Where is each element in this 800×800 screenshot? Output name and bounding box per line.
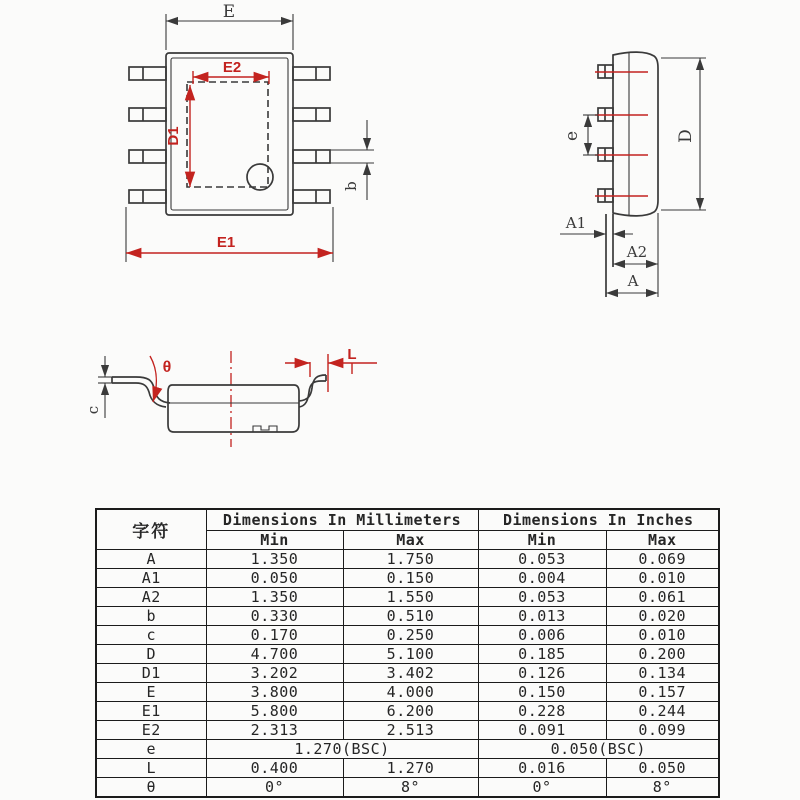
value-cell: 6.200: [343, 702, 478, 721]
value-cell: 0.170: [206, 626, 343, 645]
dim-label-D: D: [676, 129, 696, 143]
table-row: [96, 759, 719, 778]
inch-group-header: Dimensions In Inches: [478, 509, 719, 531]
table-row: [96, 664, 719, 683]
package-top-view-drawing: [90, 0, 400, 315]
symbol-cell: A2: [96, 588, 206, 607]
symbol-cell: E: [96, 683, 206, 702]
table-body: [96, 550, 719, 798]
mm-group-header: Dimensions In Millimeters: [206, 509, 478, 531]
value-cell: 0.061: [606, 588, 719, 607]
mm-max-header: Max: [343, 531, 478, 550]
dim-E2: [193, 59, 269, 84]
value-cell: 0.020: [606, 607, 719, 626]
value-cell: 4.700: [206, 645, 343, 664]
dim-label-E2: E2: [222, 59, 242, 76]
pin-centerlines: [595, 72, 648, 196]
table-row: [96, 702, 719, 721]
symbol-cell: b: [96, 607, 206, 626]
dimensions-table: [95, 508, 720, 798]
value-cell: 0.244: [606, 702, 719, 721]
value-cell: 0.134: [606, 664, 719, 683]
symbol-cell: E1: [96, 702, 206, 721]
dim-label-c: c: [84, 405, 102, 415]
symbol-column-header: 字符: [96, 509, 206, 550]
dim-label-b: b: [342, 181, 360, 191]
mm-min-header: Min: [206, 531, 343, 550]
die-pad-outline: [187, 82, 273, 190]
value-cell: 0.126: [478, 664, 606, 683]
value-cell: 0.228: [478, 702, 606, 721]
dim-label-D1: D1: [165, 126, 182, 146]
pin1-marker-circle: [247, 164, 273, 190]
value-cell: 0.099: [606, 721, 719, 740]
dim-b: [330, 120, 374, 200]
symbol-cell: E2: [96, 721, 206, 740]
table-row: [96, 550, 719, 569]
value-cell: 1.350: [206, 588, 343, 607]
dim-label-L: L: [347, 346, 357, 363]
value-cell: 8°: [343, 778, 478, 798]
value-cell: 0.250: [343, 626, 478, 645]
value-cell: 0.016: [478, 759, 606, 778]
value-cell: 5.800: [206, 702, 343, 721]
dim-L: [285, 346, 377, 392]
package-side-view-drawing: [540, 20, 725, 310]
package-profile-view-drawing: [80, 330, 400, 465]
value-cell: 0.010: [606, 569, 719, 588]
table-row: [96, 588, 719, 607]
inch-max-header: Max: [606, 531, 719, 550]
dim-label-E: E: [222, 2, 236, 22]
dim-D-side: [661, 58, 706, 210]
symbol-cell: A1: [96, 569, 206, 588]
value-cell: 0.053: [478, 588, 606, 607]
value-cell: 0.050: [606, 759, 719, 778]
dim-label-E1: E1: [216, 234, 236, 251]
dim-A: [606, 272, 658, 293]
value-cell: 0°: [206, 778, 343, 798]
table-row: [96, 683, 719, 702]
symbol-cell: L: [96, 759, 206, 778]
value-cell: 0.150: [478, 683, 606, 702]
pins-left: [129, 67, 166, 203]
value-cell: 1.550: [343, 588, 478, 607]
value-cell: 0°: [478, 778, 606, 798]
symbol-cell: c: [96, 626, 206, 645]
package-body-profile: [168, 385, 299, 432]
dim-E: [166, 2, 293, 50]
value-cell: 3.202: [206, 664, 343, 683]
value-cell: 1.270(BSC): [206, 740, 478, 759]
table-header-row-1: [96, 509, 719, 531]
value-cell: 0.053: [478, 550, 606, 569]
value-cell: 0.010: [606, 626, 719, 645]
value-cell: 0.150: [343, 569, 478, 588]
pins-right: [293, 67, 330, 203]
value-cell: 1.750: [343, 550, 478, 569]
table-row: [96, 721, 719, 740]
left-lead: [112, 377, 170, 407]
table-row: [96, 607, 719, 626]
package-body-side: [613, 52, 658, 216]
dim-label-theta: θ: [162, 359, 172, 376]
value-cell: 0.006: [478, 626, 606, 645]
dim-label-A2: A2: [626, 243, 648, 261]
value-cell: 1.350: [206, 550, 343, 569]
symbol-cell: D1: [96, 664, 206, 683]
dim-A2: [613, 243, 658, 264]
value-cell: 1.270: [343, 759, 478, 778]
table-row: [96, 778, 719, 798]
value-cell: 0.050: [206, 569, 343, 588]
value-cell: 4.000: [343, 683, 478, 702]
value-cell: 0.050(BSC): [478, 740, 719, 759]
dim-A1: [560, 214, 633, 234]
value-cell: 0.185: [478, 645, 606, 664]
value-cell: 0.069: [606, 550, 719, 569]
dim-label-e: e: [562, 130, 582, 142]
dim-e: [562, 115, 598, 155]
bottom-notch: [253, 426, 277, 432]
inch-min-header: Min: [478, 531, 606, 550]
value-cell: 3.402: [343, 664, 478, 683]
value-cell: 8°: [606, 778, 719, 798]
value-cell: 0.157: [606, 683, 719, 702]
value-cell: 0.510: [343, 607, 478, 626]
dim-label-A: A: [627, 272, 639, 290]
value-cell: 0.400: [206, 759, 343, 778]
symbol-cell: e: [96, 740, 206, 759]
value-cell: 2.513: [343, 721, 478, 740]
value-cell: 0.091: [478, 721, 606, 740]
value-cell: 3.800: [206, 683, 343, 702]
table-row: [96, 626, 719, 645]
value-cell: 0.013: [478, 607, 606, 626]
pins-side: [598, 65, 613, 202]
right-lead: [299, 375, 326, 407]
value-cell: 5.100: [343, 645, 478, 664]
symbol-cell: D: [96, 645, 206, 664]
symbol-cell: A: [96, 550, 206, 569]
symbol-cell: θ: [96, 778, 206, 798]
dim-label-A1: A1: [565, 214, 587, 232]
dim-c: [84, 356, 112, 418]
value-cell: 0.004: [478, 569, 606, 588]
table-row: [96, 645, 719, 664]
value-cell: 0.330: [206, 607, 343, 626]
table-row: [96, 569, 719, 588]
value-cell: 2.313: [206, 721, 343, 740]
value-cell: 0.200: [606, 645, 719, 664]
table-row: [96, 740, 719, 759]
